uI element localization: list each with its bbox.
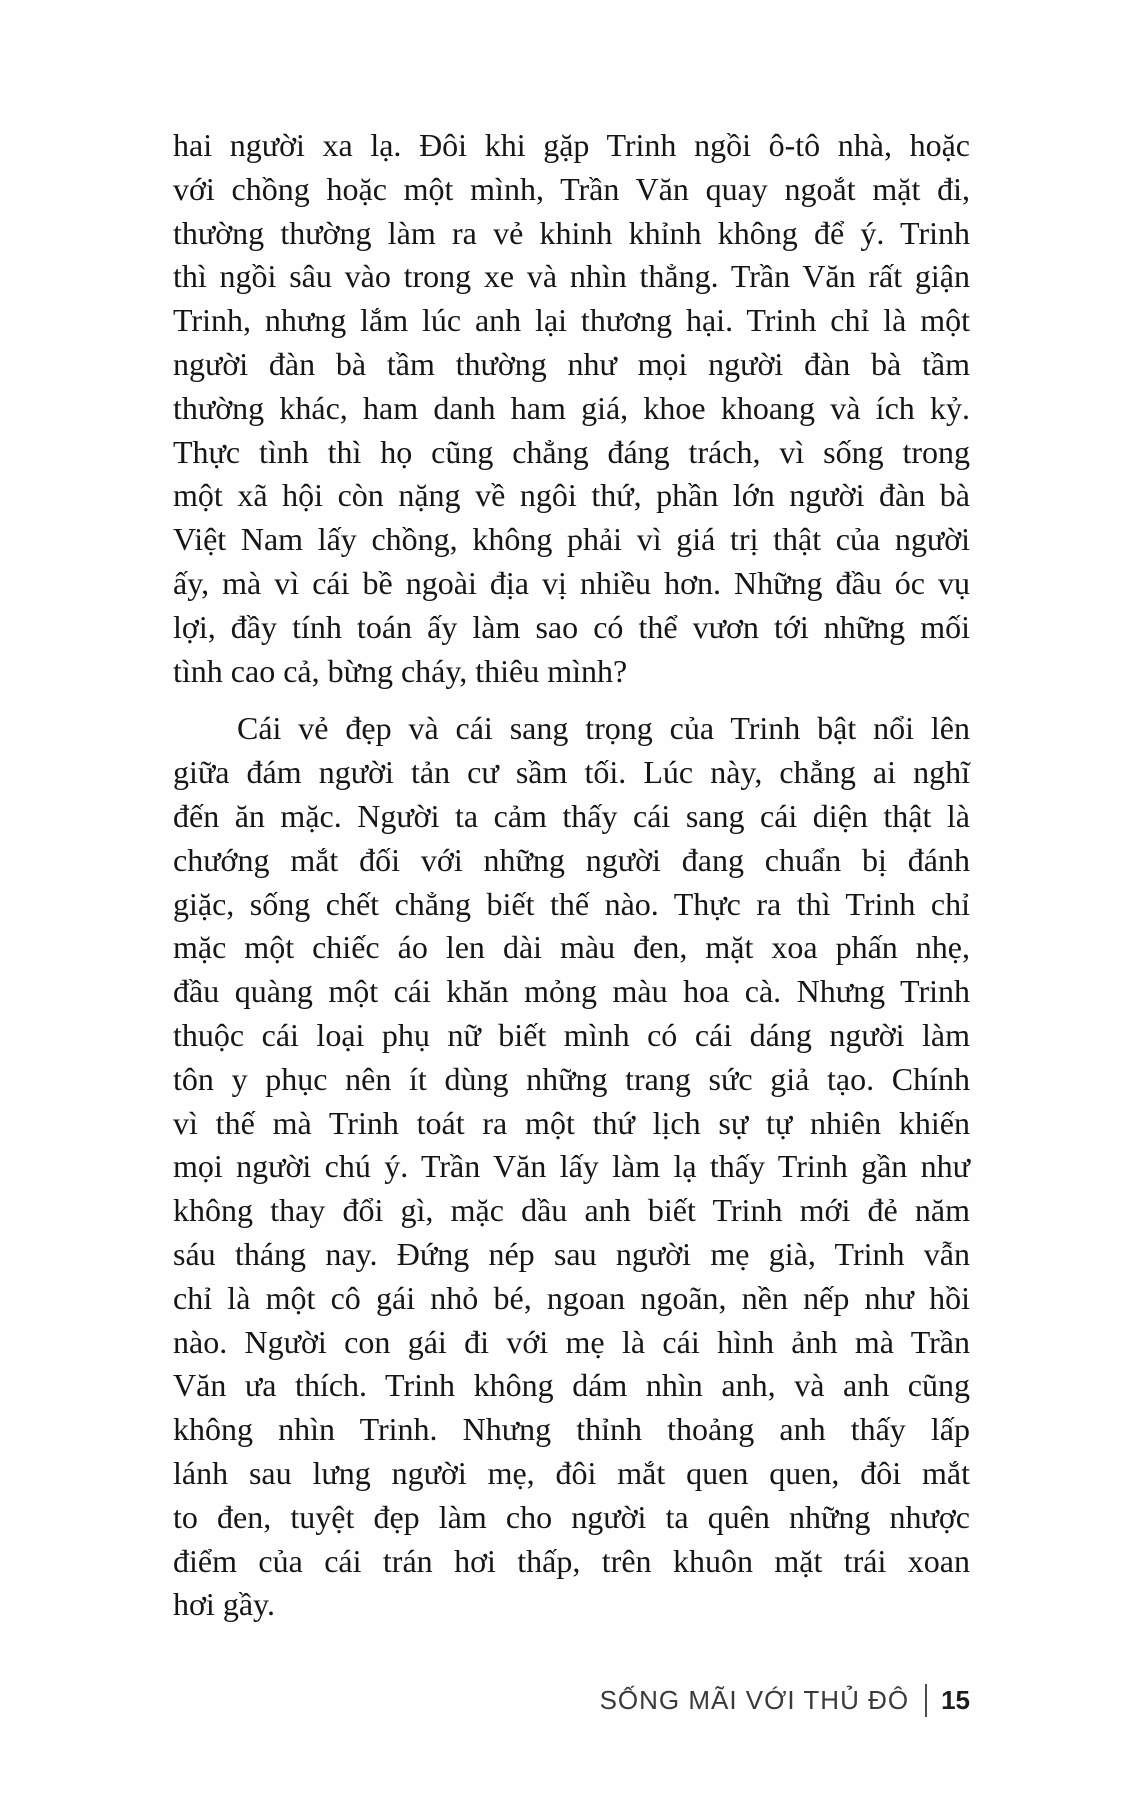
text-line: đến ăn mặc. Người ta cảm thấy cái sang cái diện thật là <box>173 797 970 834</box>
text-line: Việt Nam lấy chồng, không phải vì giá trị thật của người <box>173 521 970 558</box>
paragraph <box>173 707 970 1627</box>
text-line: hai người xa lạ. Đôi khi gặp Trinh ngồi ô-tô nhà, hoặc <box>173 127 970 163</box>
text-line: không nhìn Trinh. Nhưng thỉnh thoảng anh thấy lấp <box>173 1411 970 1448</box>
text-line: Thực tình thì họ cũng chẳng đáng trách, vì sống trong <box>173 433 970 470</box>
text-line: vì thế mà Trinh toát ra một thứ lịch sự tự nhiên khiến <box>173 1104 970 1141</box>
text-line: thì ngồi sâu vào trong xe và nhìn thẳng. Trần Văn rất giận <box>173 258 970 295</box>
text-line: với chồng hoặc một mình, Trần Văn quay ngoắt mặt đi, <box>173 170 970 207</box>
text-line: Cái vẻ đẹp và cái sang trọng của Trinh bật nổi lên <box>237 710 970 747</box>
text-line: thường khác, ham danh ham giá, khoe khoang và ích kỷ. <box>173 389 970 426</box>
text-line: tôn y phục nên ít dùng những trang sức giả tạo. Chính <box>173 1060 970 1097</box>
text-line: chướng mắt đối với những người đang chuẩn bị đánh <box>173 841 970 878</box>
text-line: Văn ưa thích. Trinh không dám nhìn anh, và anh cũng <box>173 1367 970 1404</box>
footer-separator <box>925 1684 927 1717</box>
text-line: không thay đổi gì, mặc dầu anh biết Trinh mới đẻ năm <box>173 1192 970 1229</box>
text-line: người đàn bà tầm thường như mọi người đàn bà tầm <box>173 345 970 382</box>
text-line: tình cao cả, bừng cháy, thiêu mình? <box>173 652 628 689</box>
text-line: mọi người chú ý. Trần Văn lấy làm lạ thấy Trinh gần như <box>173 1148 970 1185</box>
text-line: hơi gầy. <box>173 1586 275 1623</box>
text-line: thuộc cái loại phụ nữ biết mình có cái dáng người làm <box>173 1016 970 1053</box>
text-line: lánh sau lưng người mẹ, đôi mắt quen quen, đôi mắt <box>173 1454 970 1491</box>
text-line: giặc, sống chết chẳng biết thế nào. Thực ra thì Trinh chỉ <box>173 885 970 922</box>
text-line: một xã hội còn nặng về ngôi thứ, phần lớn người đàn bà <box>173 477 970 514</box>
paragraph <box>173 124 970 693</box>
text-line: điểm của cái trán hơi thấp, trên khuôn mặt trái xoan <box>173 1542 970 1579</box>
text-line: to đen, tuyệt đẹp làm cho người ta quên những nhược <box>173 1498 970 1535</box>
text-line: mặc một chiếc áo len dài màu đen, mặt xoa phấn nhẹ, <box>173 929 970 966</box>
text-line: lợi, đầy tính toán ấy làm sao có thể vươn tới những mối <box>173 608 970 645</box>
page-number: 15 <box>941 1685 970 1715</box>
body-text <box>173 124 970 1627</box>
text-line: sáu tháng nay. Đứng nép sau người mẹ già, Trinh vẫn <box>173 1235 970 1272</box>
text-line: giữa đám người tản cư sầm tối. Lúc này, chẳng ai nghĩ <box>173 754 970 791</box>
text-line: đầu quàng một cái khăn mỏng màu hoa cà. Nhưng Trinh <box>173 973 970 1010</box>
text-line: nào. Người con gái đi với mẹ là cái hình ảnh mà Trần <box>173 1323 970 1360</box>
page-footer <box>600 1684 970 1717</box>
text-line: ấy, mà vì cái bề ngoài địa vị nhiều hơn. Những đầu óc vụ <box>173 564 970 601</box>
text-line: chỉ là một cô gái nhỏ bé, ngoan ngoãn, nền nếp như hồi <box>173 1279 970 1316</box>
running-book-title: SỐNG MÃI VỚI THỦ ĐÔ <box>599 1685 910 1715</box>
text-line: Trinh, nhưng lắm lúc anh lại thương hại. Trinh chỉ là một <box>173 302 970 339</box>
text-line: thường thường làm ra vẻ khinh khỉnh không để ý. Trinh <box>173 214 970 251</box>
